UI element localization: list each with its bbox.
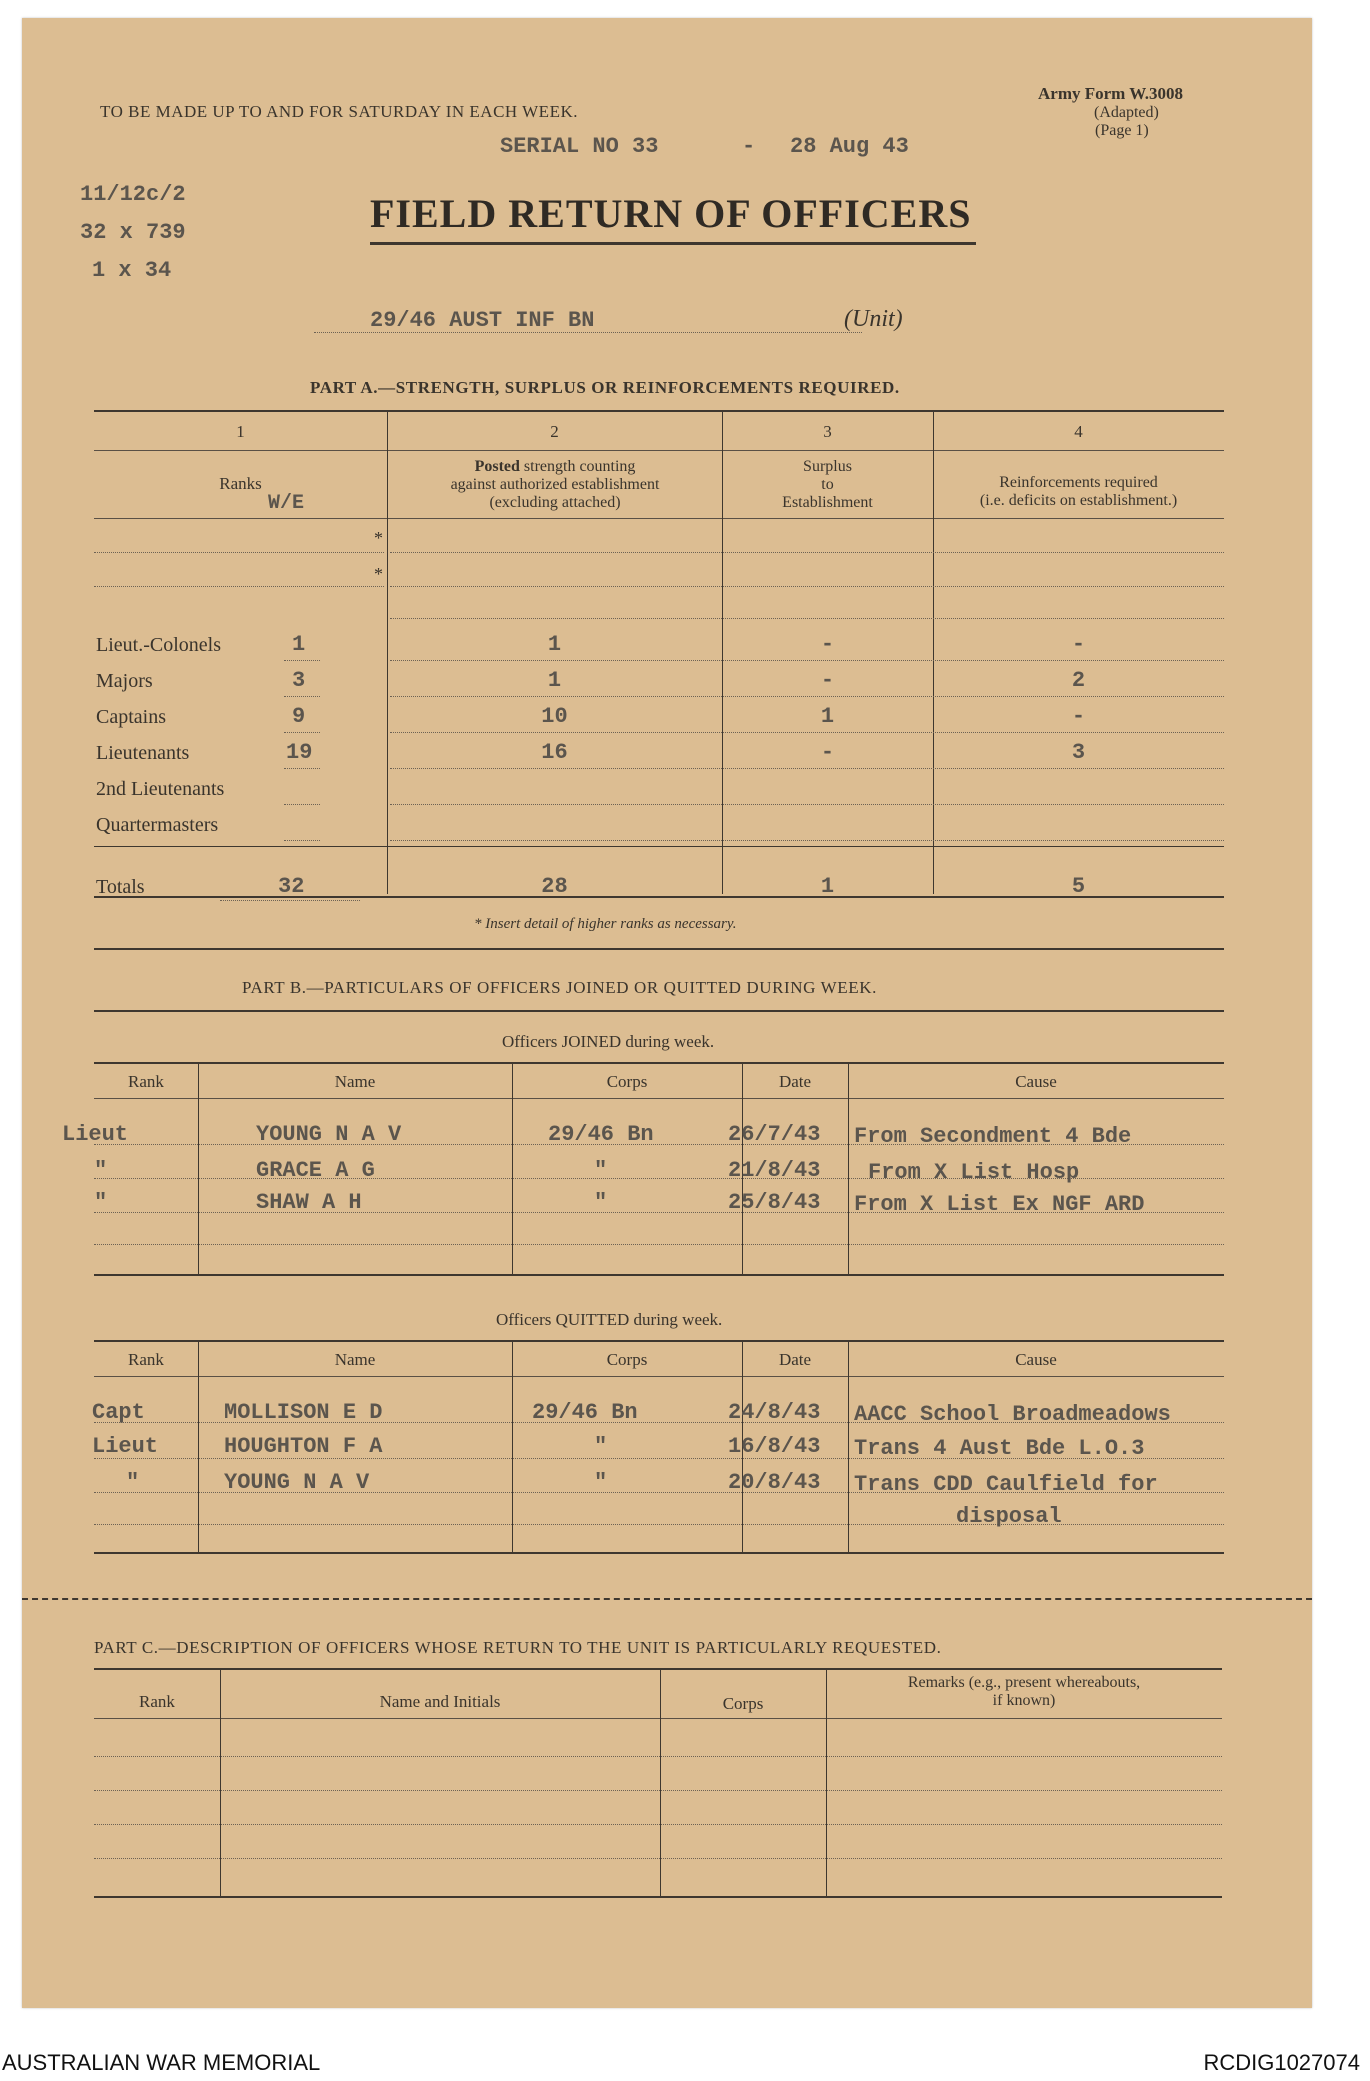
rank-reinforcements: -	[1071, 704, 1086, 729]
rank-posted: 10	[541, 704, 568, 729]
quitted-header-rule	[94, 1376, 1224, 1377]
form-adapted: (Adapted)	[1094, 104, 1159, 121]
we-leader	[284, 840, 320, 841]
rank-posted: 1	[547, 668, 562, 693]
quitted-divider-4	[848, 1342, 849, 1552]
joined-cause: From Secondment 4 Bde	[854, 1124, 1132, 1149]
quitted-name: HOUGHTON F A	[224, 1434, 383, 1459]
totals-leader	[220, 900, 360, 901]
rank-we: 9	[292, 704, 306, 729]
quitted-rank: "	[126, 1470, 140, 1495]
reinforcements-header-line-2: (i.e. deficits on establishment.)	[979, 492, 1178, 509]
footer-archive-name: AUSTRALIAN WAR MEMORIAL	[2, 2050, 321, 2075]
quitted-corps: 29/46 Bn	[532, 1400, 638, 1425]
quitted-col-name: Name	[334, 1350, 376, 1369]
part-c-row-line	[94, 1858, 1222, 1859]
joined-title: Officers JOINED during week.	[502, 1032, 715, 1051]
surplus-header-line-2: to	[821, 476, 834, 493]
part-c-col-rank: Rank	[139, 1692, 175, 1711]
rank-we: 19	[286, 740, 313, 765]
asterisk-row-1-line-right	[390, 552, 1224, 553]
joined-divider-4	[848, 1064, 849, 1274]
joined-corps: 29/46 Bn	[548, 1122, 654, 1147]
rank-we: 1	[292, 632, 306, 657]
quitted-divider-2	[512, 1342, 513, 1552]
row-line	[390, 804, 1224, 805]
joined-col-rank: Rank	[128, 1072, 164, 1091]
quitted-date: 24/8/43	[728, 1400, 821, 1425]
col-number-2: 2	[550, 422, 559, 441]
quitted-col-corps: Corps	[606, 1350, 648, 1369]
part-c-divider-2	[660, 1670, 661, 1896]
joined-col-name: Name	[334, 1072, 376, 1091]
quitted-col-cause: Cause	[1015, 1350, 1057, 1369]
ranks-header: Ranks	[219, 474, 262, 493]
part-c-row-line	[94, 1824, 1222, 1825]
col-number-3: 3	[823, 422, 832, 441]
part-c-remarks-line-2: if known)	[992, 1692, 1056, 1709]
joined-corps: "	[594, 1190, 608, 1215]
rank-label: Majors	[96, 670, 153, 692]
return-date: 28 Aug 43	[790, 134, 909, 159]
part-a-number-rule	[94, 450, 1224, 451]
totals-label: Totals	[96, 876, 145, 898]
title-underline	[370, 242, 976, 245]
unit-dotted-line	[314, 332, 862, 333]
perforation-line	[22, 1598, 1312, 1600]
posted-header-bold: Posted	[474, 458, 520, 475]
rank-surplus: -	[820, 740, 835, 765]
quitted-rank: Capt	[92, 1400, 145, 1425]
col-number-1: 1	[236, 422, 245, 441]
we-leader	[284, 696, 320, 697]
col-number-4: 4	[1074, 422, 1083, 441]
part-a-end-rule	[94, 948, 1224, 950]
rank-reinforcements: 2	[1071, 668, 1086, 693]
totals-we: 32	[278, 874, 305, 899]
joined-corps: "	[594, 1158, 608, 1183]
quitted-rank: Lieut	[92, 1434, 159, 1459]
part-c-divider-3	[826, 1670, 827, 1896]
joined-cause: From X List Hosp	[868, 1160, 1080, 1185]
joined-name: GRACE A G	[256, 1158, 375, 1183]
asterisk-row-2-line	[94, 586, 384, 587]
rank-posted: 16	[541, 740, 568, 765]
part-c-col-remarks	[826, 1674, 1222, 1710]
totals-surplus: 1	[820, 874, 835, 899]
totals-reinforcements: 5	[1071, 874, 1086, 899]
posted-header-line-3: (excluding attached)	[489, 494, 621, 511]
row-line	[390, 840, 1224, 841]
part-c-row-line	[94, 1790, 1222, 1791]
part-a-top-rule	[94, 410, 1224, 412]
quitted-corps: "	[594, 1470, 608, 1495]
part-c-col-name: Name and Initials	[379, 1692, 501, 1711]
quitted-name: YOUNG N A V	[224, 1470, 370, 1495]
quitted-date: 16/8/43	[728, 1434, 821, 1459]
asterisk-row-2-line-right	[390, 586, 1224, 587]
totals-top-rule	[94, 846, 1224, 847]
quitted-cause-continued: disposal	[956, 1504, 1062, 1529]
posted-header	[392, 458, 718, 512]
posted-header-line-1: strength counting	[523, 458, 636, 475]
part-c-heading: PART C.—DESCRIPTION OF OFFICERS WHOSE RETURN TO THE UNIT IS PARTICULARLY REQUESTED.	[94, 1638, 942, 1657]
row-line	[390, 768, 1224, 769]
page-title: FIELD RETURN OF OFFICERS	[370, 191, 972, 236]
asterisk-2: *	[374, 564, 383, 584]
posted-header-line-2: against authorized establishment	[450, 476, 660, 493]
form-page: (Page 1)	[1095, 122, 1149, 139]
rank-reinforcements: 3	[1071, 740, 1086, 765]
file-code-3: 1 x 34	[92, 258, 172, 283]
joined-col-cause: Cause	[1015, 1072, 1057, 1091]
rank-reinforcements: -	[1071, 632, 1086, 657]
footnote: * Insert detail of higher ranks as necessary.	[474, 916, 737, 932]
joined-name: SHAW A H	[256, 1190, 362, 1215]
serial-dash: -	[742, 134, 756, 159]
file-code-2: 32 x 739	[80, 220, 186, 245]
rank-label: Captains	[96, 706, 166, 728]
joined-date: 21/8/43	[728, 1158, 821, 1183]
part-a-header-rule	[94, 518, 1224, 519]
unit-value: 29/46 AUST INF BN	[370, 308, 595, 333]
quitted-divider-1	[198, 1342, 199, 1552]
rank-posted: 1	[547, 632, 562, 657]
reinforcements-header-line-1: Reinforcements required	[999, 474, 1158, 491]
quitted-cause: Trans 4 Aust Bde L.O.3	[854, 1436, 1145, 1461]
rank-label: 2nd Lieutenants	[96, 778, 225, 800]
asterisk-row-1-line	[94, 552, 384, 553]
surplus-header-line-3: Establishment	[782, 494, 873, 511]
joined-col-date: Date	[778, 1072, 812, 1091]
joined-divider-2	[512, 1064, 513, 1274]
rank-surplus: 1	[820, 704, 835, 729]
quitted-top-rule	[94, 1340, 1224, 1342]
joined-rank: "	[94, 1190, 108, 1215]
joined-bottom-rule	[94, 1274, 1224, 1276]
joined-col-corps: Corps	[606, 1072, 648, 1091]
instruction-text: TO BE MADE UP TO AND FOR SATURDAY IN EACH WEEK.	[100, 102, 578, 121]
row-line	[390, 696, 1224, 697]
unit-label: (Unit)	[844, 306, 903, 332]
we-leader	[284, 768, 320, 769]
quitted-col-rank: Rank	[128, 1350, 164, 1369]
part-b-heading: PART B.—PARTICULARS OF OFFICERS JOINED OR QUITTED DURING WEEK.	[242, 978, 877, 997]
part-c-row-line	[94, 1756, 1222, 1757]
form-sheet	[22, 18, 1312, 2008]
form-id: Army Form W.3008	[1038, 84, 1183, 103]
asterisk-1: *	[374, 528, 383, 548]
joined-divider-1	[198, 1064, 199, 1274]
quitted-cause: Trans CDD Caulfield for	[854, 1472, 1158, 1497]
file-code-1: 11/12c/2	[80, 182, 186, 207]
quitted-bottom-rule	[94, 1552, 1224, 1554]
part-c-divider-1	[220, 1670, 221, 1896]
rank-label: Lieutenants	[96, 742, 190, 764]
reinforcements-header	[933, 474, 1224, 510]
joined-name: YOUNG N A V	[256, 1122, 402, 1147]
serial-number: SERIAL NO 33	[500, 134, 659, 159]
part-a-bottom-rule	[94, 896, 1224, 898]
joined-header-rule	[94, 1098, 1224, 1099]
part-b-top-rule	[94, 1010, 1224, 1012]
part-c-top-rule	[94, 1668, 1222, 1670]
part-c-col-corps: Corps	[722, 1694, 764, 1713]
joined-date: 25/8/43	[728, 1190, 821, 1215]
joined-date: 26/7/43	[728, 1122, 821, 1147]
surplus-header	[722, 458, 933, 512]
joined-row-line	[94, 1244, 1224, 1245]
joined-rank: Lieut	[62, 1122, 129, 1147]
rank-label: Lieut.-Colonels	[96, 634, 221, 656]
joined-cause: From X List Ex NGF ARD	[854, 1192, 1145, 1217]
rank-label: Quartermasters	[96, 814, 219, 836]
part-c-bottom-rule	[94, 1896, 1222, 1898]
part-c-header-rule	[94, 1718, 1222, 1719]
rank-we: 3	[292, 668, 306, 693]
footer-reference-id: RCDIG1027074	[1203, 2050, 1360, 2075]
rank-surplus: -	[820, 668, 835, 693]
asterisk-row-3-line-right	[390, 618, 1224, 619]
row-line	[390, 660, 1224, 661]
part-a-heading: PART A.—STRENGTH, SURPLUS OR REINFORCEMENTS REQUIRED.	[310, 378, 900, 397]
rank-surplus: -	[820, 632, 835, 657]
quitted-col-date: Date	[778, 1350, 812, 1369]
quitted-date: 20/8/43	[728, 1470, 821, 1495]
we-leader	[284, 804, 320, 805]
quitted-cause: AACC School Broadmeadows	[854, 1402, 1171, 1427]
totals-posted: 28	[541, 874, 568, 899]
joined-top-rule	[94, 1062, 1224, 1064]
surplus-header-line-1: Surplus	[803, 458, 852, 475]
we-header: W/E	[268, 492, 305, 515]
we-leader	[284, 660, 320, 661]
joined-rank: "	[94, 1158, 108, 1183]
part-c-remarks-line-1: Remarks (e.g., present whereabouts,	[907, 1674, 1141, 1691]
row-line	[390, 732, 1224, 733]
quitted-title: Officers QUITTED during week.	[496, 1310, 723, 1329]
we-leader	[284, 732, 320, 733]
quitted-name: MOLLISON E D	[224, 1400, 383, 1425]
quitted-corps: "	[594, 1434, 608, 1459]
